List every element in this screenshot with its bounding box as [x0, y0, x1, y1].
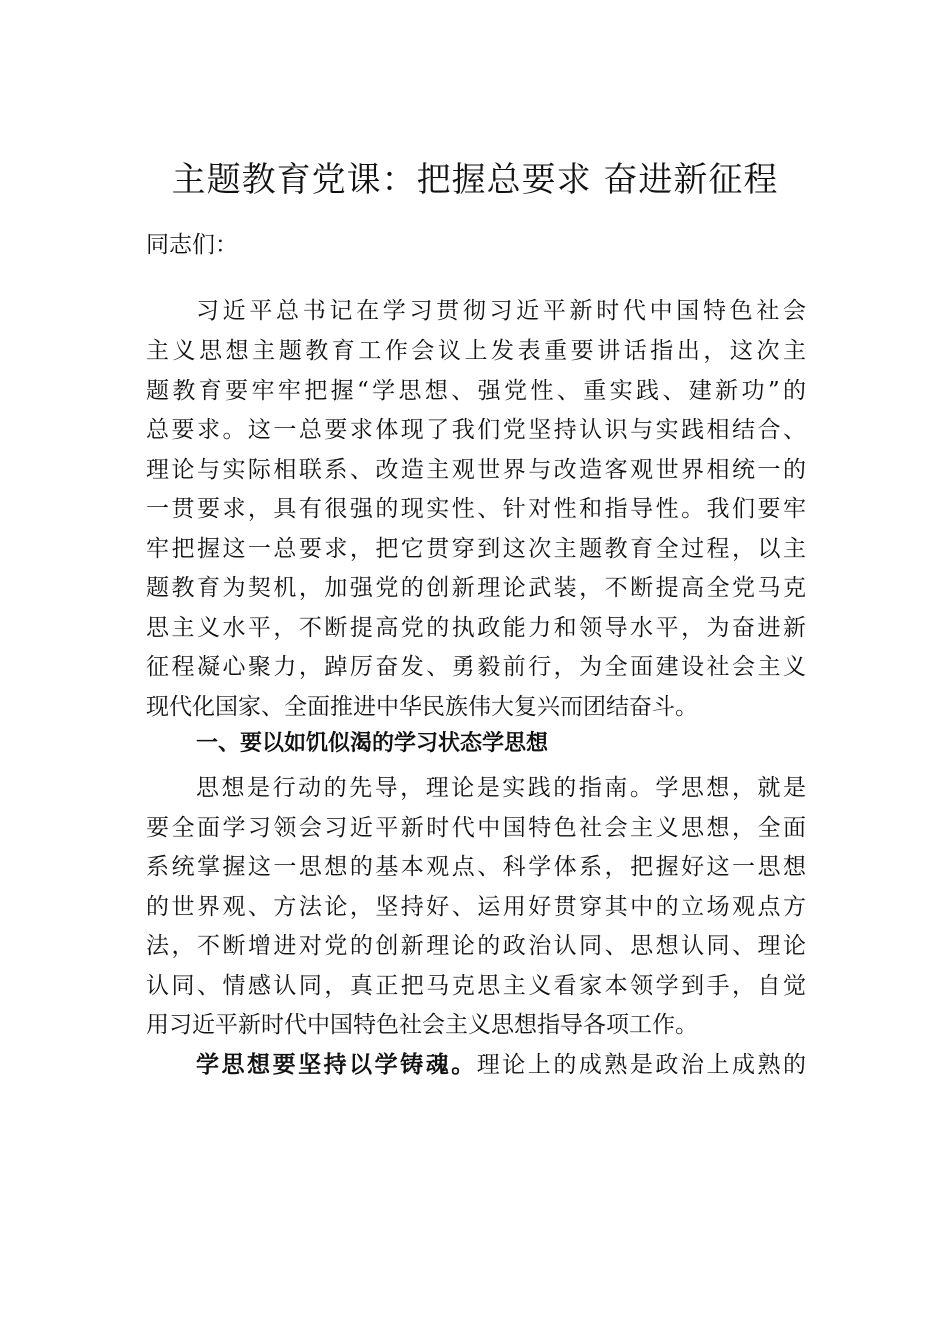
paragraph-line: 理论与实际相联系、改造主观世界与改造客观世界相统一的	[146, 457, 806, 483]
paragraph-line: 法，不断增进对党的创新理论的政治认同、思想认同、理论	[146, 933, 806, 959]
paragraph-line: 征程凝心聚力，踔厉奋发、勇毅前行，为全面建设社会主义	[146, 654, 806, 680]
paragraph-line: 思想是行动的先导，理论是实践的指南。学思想，就是	[196, 775, 806, 801]
paragraph-line: 思主义水平，不断提高党的执政能力和领导水平，为奋进新	[146, 615, 806, 641]
salutation: 同志们：	[146, 232, 238, 258]
paragraph-text: 理论上的成熟是政治上成熟的	[476, 1052, 806, 1078]
section-heading: 一、要以如饥似渴的学习状态学思想	[196, 731, 549, 756]
document-title: 主题教育党课：把握总要求 奋进新征程	[171, 160, 779, 200]
paragraph-line: 题教育要牢牢把握“学思想、强党性、重实践、建新功”的	[146, 378, 806, 404]
paragraph-line: 的世界观、方法论，坚持好、运用好贯穿其中的立场观点方	[146, 894, 806, 920]
paragraph-line: 要全面学习领会习近平新时代中国特色社会主义思想，全面	[146, 815, 806, 841]
paragraph-line: 现代化国家、全面推进中华民族伟大复兴而团结奋斗。	[146, 694, 698, 720]
paragraph-line-last	[196, 1045, 806, 1085]
paragraph-line: 认同、情感认同，真正把马克思主义看家本领学到手，自觉	[146, 973, 806, 999]
paragraph-line: 习近平总书记在学习贯彻习近平新时代中国特色社会	[196, 298, 806, 324]
bold-lead-sentence: 学思想要坚持以学铸魂。	[196, 1051, 477, 1078]
paragraph-line: 题教育为契机，加强党的创新理论武装，不断提高全党马克	[146, 575, 806, 601]
paragraph-line: 一贯要求，具有很强的现实性、针对性和指导性。我们要牢	[146, 496, 806, 522]
paragraph-line: 主义思想主题教育工作会议上发表重要讲话指出，这次主	[146, 338, 806, 364]
paragraph-line: 系统掌握这一思想的基本观点、科学体系，把握好这一思想	[146, 854, 806, 880]
paragraph-line: 用习近平新时代中国特色社会主义思想指导各项工作。	[146, 1012, 698, 1038]
paragraph-line: 总要求。这一总要求体现了我们党坚持认识与实践相结合、	[146, 417, 806, 443]
paragraph-line: 牢把握这一总要求，把它贯穿到这次主题教育全过程，以主	[146, 536, 806, 562]
